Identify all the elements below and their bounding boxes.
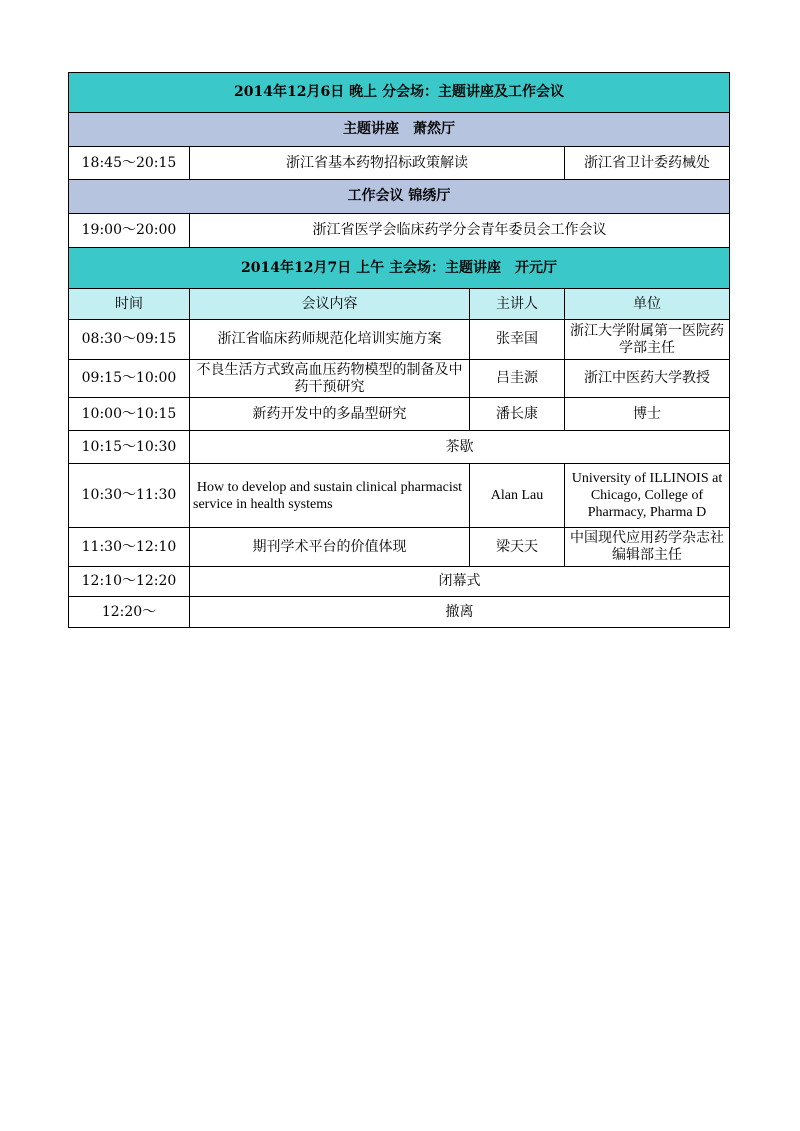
col-header-content: 会议内容	[190, 289, 470, 320]
time-cell: 09:15～10:00	[69, 360, 190, 398]
time-cell: 10:00～10:15	[69, 398, 190, 431]
content-cell: 新药开发中的多晶型研究	[190, 398, 470, 431]
table-row	[69, 464, 730, 528]
org-cell: 浙江大学附属第一医院药学部主任	[565, 320, 730, 360]
content-cell: 茶歇	[190, 431, 730, 464]
org-cell: 浙江省卫计委药械处	[565, 147, 730, 180]
day2-header-row	[69, 248, 730, 289]
content-cell: 浙江省临床药师规范化培训实施方案	[190, 320, 470, 360]
table-row	[69, 528, 730, 567]
lecture-title: 主题讲座 萧然厅	[69, 113, 730, 147]
content-cell: 期刊学术平台的价值体现	[190, 528, 470, 567]
time-cell: 08:30～09:15	[69, 320, 190, 360]
speaker-cell: 吕圭源	[470, 360, 565, 398]
org-cell: University of ILLINOIS at Chicago, College of Pharmacy, Pharma D	[565, 464, 730, 528]
content-cell: 浙江省基本药物招标政策解读	[190, 147, 565, 180]
evening-header-row	[69, 73, 730, 113]
speaker-cell: 潘长康	[470, 398, 565, 431]
time-cell: 12:10～12:20	[69, 567, 190, 597]
day2-header: 2014年12月7日 上午 主会场：主题讲座 开元厅	[69, 248, 730, 289]
time-cell: 10:15～10:30	[69, 431, 190, 464]
content-cell: 撤离	[190, 597, 730, 628]
table-row	[69, 214, 730, 248]
content-cell: How to develop and sustain clinical pharmacist service in health systems	[190, 464, 470, 528]
table-row	[69, 431, 730, 464]
schedule-table	[68, 72, 730, 628]
speaker-cell: 张幸国	[470, 320, 565, 360]
table-row	[69, 360, 730, 398]
content-cell: 浙江省医学会临床药学分会青年委员会工作会议	[190, 214, 730, 248]
col-header-time: 时间	[69, 289, 190, 320]
meeting-title-row	[69, 180, 730, 214]
time-cell: 18:45～20:15	[69, 147, 190, 180]
table-row	[69, 567, 730, 597]
org-cell: 博士	[565, 398, 730, 431]
column-header-row	[69, 289, 730, 320]
speaker-cell: 梁天天	[470, 528, 565, 567]
time-cell: 10:30～11:30	[69, 464, 190, 528]
time-cell: 12:20～	[69, 597, 190, 628]
time-cell: 19:00～20:00	[69, 214, 190, 248]
evening-header: 2014年12月6日 晚上 分会场：主题讲座及工作会议	[69, 73, 730, 113]
table-row	[69, 398, 730, 431]
table-row	[69, 147, 730, 180]
org-cell: 中国现代应用药学杂志社编辑部主任	[565, 528, 730, 567]
content-cell: 闭幕式	[190, 567, 730, 597]
table-row	[69, 597, 730, 628]
time-cell: 11:30～12:10	[69, 528, 190, 567]
speaker-cell: Alan Lau	[470, 464, 565, 528]
content-cell: 不良生活方式致高血压药物模型的制备及中药干预研究	[190, 360, 470, 398]
col-header-org: 单位	[565, 289, 730, 320]
lecture-title-row	[69, 113, 730, 147]
meeting-title: 工作会议 锦绣厅	[69, 180, 730, 214]
col-header-speaker: 主讲人	[470, 289, 565, 320]
table-row	[69, 320, 730, 360]
org-cell: 浙江中医药大学教授	[565, 360, 730, 398]
